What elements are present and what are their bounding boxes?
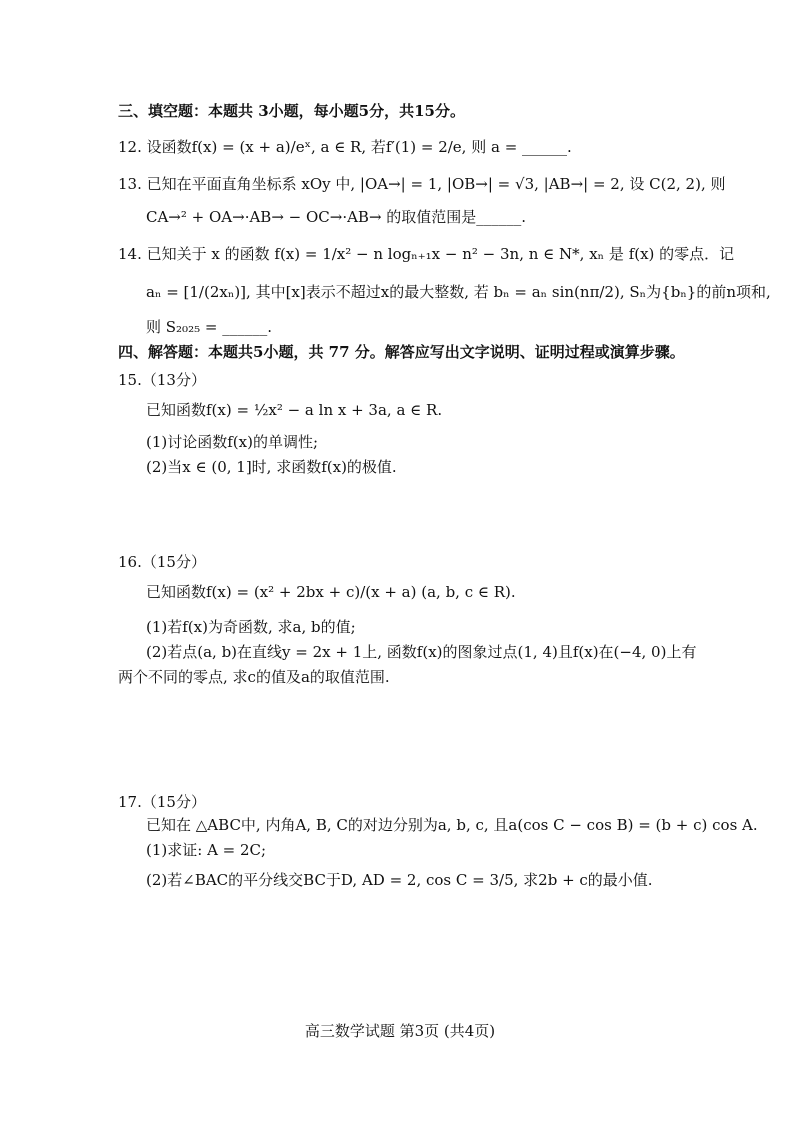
question-15-part2: (2)当x ∈ (0, 1]时, 求函数f(x)的极值. xyxy=(146,458,397,476)
section3-heading: 三、填空题：本题共 3小题，每小题5分，共15分。 xyxy=(118,102,465,120)
question-15-stem: 已知函数f(x) = ½x² − a ln x + 3a, a ∈ R. xyxy=(146,401,443,419)
question-14-line1: 14. 已知关于 x 的函数 f(x) = 1/x² − n logₙ₊₁x − n² − 3n, n ∈ N*, xₙ 是 f(x) 的零点．记 xyxy=(118,245,735,263)
question-17-part2: (2)若∠BAC的平分线交BC于D, AD = 2, cos C = 3/5, 求2b + c的最小值. xyxy=(146,871,653,889)
question-17-stem: 已知在 △ABC中, 内角A, B, C的对边分别为a, b, c, 且a(cos C − cos B) = (b + c) cos A. xyxy=(146,816,758,834)
question-16-stem: 已知函数f(x) = (x² + 2bx + c)/(x + a) (a, b, c ∈ R). xyxy=(146,583,516,601)
question-17-part1: (1)求证: A = 2C; xyxy=(146,841,267,859)
question-17-title: 17.（15分） xyxy=(118,793,206,811)
question-13-line2: CA→² + OA→·AB→ − OC→·AB→ 的取值范围是______. xyxy=(146,208,527,226)
question-16-part2-line1: (2)若点(a, b)在直线y = 2x + 1上, 函数f(x)的图象过点(1, 4)且f(x)在(−4, 0)上有 xyxy=(146,643,697,661)
question-13-line1: 13. 已知在平面直角坐标系 xOy 中, |OA→| = 1, |OB→| = √3, |AB→| = 2, 设 C(2, 2), 则 xyxy=(118,175,726,193)
question-14-line3: 则 S₂₀₂₅ = ______. xyxy=(146,318,272,336)
question-12: 12. 设函数f(x) = (x + a)/eˣ, a ∈ R, 若f′(1) = 2/e, 则 a = ______. xyxy=(118,138,572,156)
question-15-part1: (1)讨论函数f(x)的单调性; xyxy=(146,433,319,451)
question-16-part2-line2: 两个不同的零点, 求c的值及a的取值范围. xyxy=(118,668,390,686)
question-16-part1: (1)若f(x)为奇函数, 求a, b的值; xyxy=(146,618,356,636)
page-footer: 高三数学试题 第3页 (共4页) xyxy=(304,1022,496,1040)
question-16-title: 16.（15分） xyxy=(118,553,206,571)
question-15-title: 15.（13分） xyxy=(118,371,206,389)
section4-heading: 四、解答题：本题共5小题，共 77 分。解答应写出文字说明、证明过程或演算步骤。 xyxy=(118,343,685,361)
question-14-line2: aₙ = [1/(2xₙ)], 其中[x]表示不超过x的最大整数, 若 bₙ = aₙ sin(nπ/2), Sₙ为{bₙ}的前n项和, xyxy=(146,283,771,301)
